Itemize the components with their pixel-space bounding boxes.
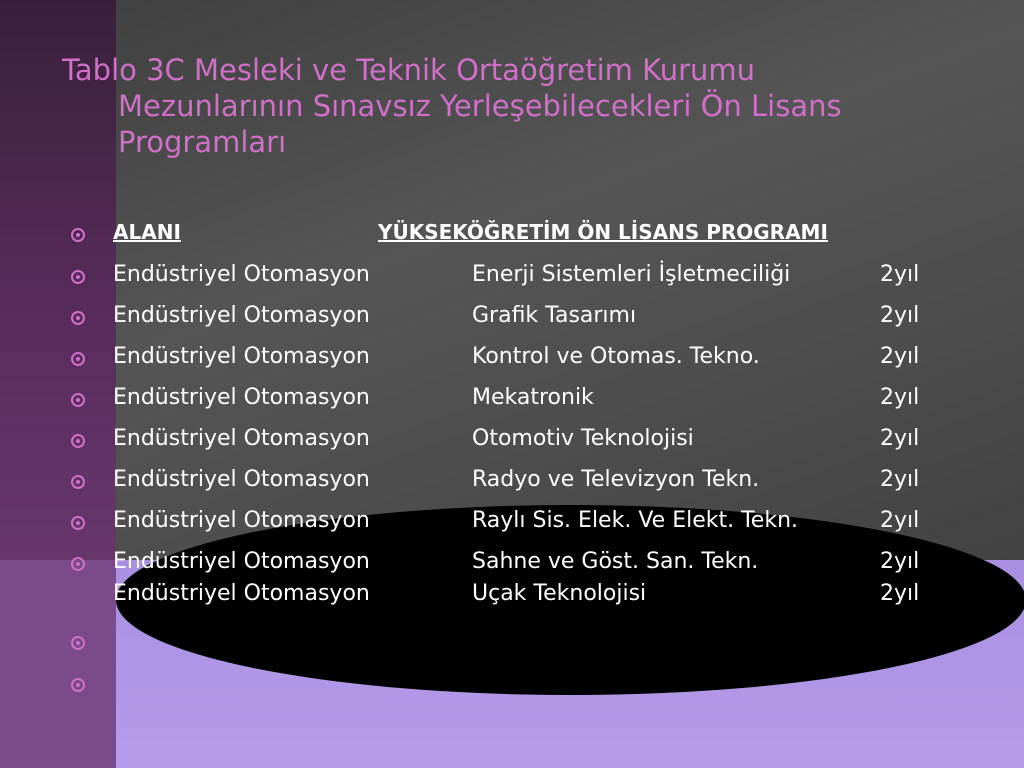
bullet-icon [71,557,85,571]
program-cell: Otomotiv Teknolojisi [472,426,694,451]
list-item [0,344,1024,384]
alan-cell: Endüstriyel Otomasyon [113,549,370,574]
list-item [0,303,1024,343]
duration-cell: 2yıl [880,344,920,369]
bullet-icon [71,393,85,407]
alan-cell: Endüstriyel Otomasyon [113,303,370,328]
alan-cell: Endüstriyel Otomasyon [113,344,370,369]
header-program: YÜKSEKÖĞRETİM ÖN LİSANS PROGRAMI [378,220,828,244]
program-cell: Enerji Sistemleri İşletmeciliği [472,262,791,287]
title-line-2: Mezunlarının Sınavsız Yerleşebilecekleri Ön Lisans [118,89,842,123]
duration-cell: 2yıl [880,262,920,287]
duration-cell: 2yıl [880,426,920,451]
list-item [0,467,1024,507]
bullet-icon [71,434,85,448]
alan-cell: Endüstriyel Otomasyon [113,581,370,606]
bullet-icon [71,516,85,530]
alan-cell: Endüstriyel Otomasyon [113,467,370,492]
duration-cell: 2yıl [880,581,920,606]
list-item [0,262,1024,302]
list-item [0,426,1024,466]
program-cell: Kontrol ve Otomas. Tekno. [472,344,760,369]
empty-list-item [0,628,1024,668]
bullet-icon [71,228,85,242]
program-cell: Grafik Tasarımı [472,303,637,328]
duration-cell: 2yıl [880,508,920,533]
duration-cell: 2yıl [880,303,920,328]
duration-cell: 2yıl [880,549,920,574]
duration-cell: 2yıl [880,385,920,410]
alan-cell: Endüstriyel Otomasyon [113,385,370,410]
header-alan: ALANI [113,220,181,244]
program-cell: Raylı Sis. Elek. Ve Elekt. Tekn. [472,508,799,533]
table-header [0,220,1024,260]
program-cell: Mekatronik [472,385,594,410]
alan-cell: Endüstriyel Otomasyon [113,262,370,287]
program-cell: Uçak Teknolojisi [472,581,647,606]
list-item [0,508,1024,548]
bullet-icon [71,270,85,284]
title-line-3: Programları [118,125,287,159]
bullet-icon [71,311,85,325]
program-cell: Sahne ve Göst. San. Tekn. [472,549,759,574]
list-item [0,581,1024,621]
bullet-icon [71,475,85,489]
bullet-icon [71,636,85,650]
alan-cell: Endüstriyel Otomasyon [113,508,370,533]
program-cell: Radyo ve Televizyon Tekn. [472,467,760,492]
list-item [0,385,1024,425]
alan-cell: Endüstriyel Otomasyon [113,426,370,451]
bullet-icon [71,352,85,366]
duration-cell: 2yıl [880,467,920,492]
empty-list-item [0,670,1024,710]
bullet-icon [71,678,85,692]
title-line-1: Tablo 3C Mesleki ve Teknik Ortaöğretim Kurumu [62,53,756,87]
slide-title [62,52,962,160]
